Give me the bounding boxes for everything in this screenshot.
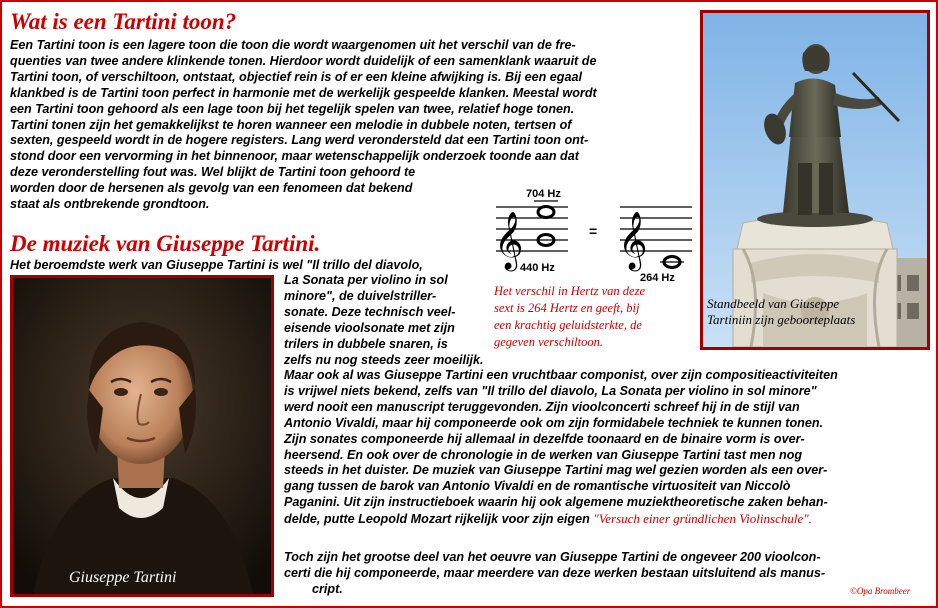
statue-caption-line: Tartiniin zijn geboorteplaats — [707, 312, 856, 327]
statue-caption-line: Standbeeld van Giuseppe — [707, 296, 840, 311]
paragraph-line: Maar ook al was Giuseppe Tartini een vruchtbaar componist, over zijn compositieactiviteiten — [284, 368, 838, 382]
paragraph-line: minore", de duivelstriller- — [284, 288, 437, 303]
right-staff — [618, 207, 692, 272]
paragraph-line: werd nooit een manuscript teruggevonden. Zijn vioolconcerti schreef hij in de stijl van — [284, 399, 800, 414]
paragraph-line: quenties van twee andere klinkende tonen. Hierdoor wordt duidelijk of een samenklank waaruit de — [10, 53, 597, 68]
paragraph-line: cript. — [312, 581, 343, 596]
statue-photo-frame — [700, 10, 930, 350]
paragraph-line: Antonio Vivaldi, maar hij componeerde ook om zijn formidabele techniek te kunnen tonen. — [284, 415, 824, 430]
section-title-tartini-music: De muziek van Giuseppe Tartini. — [10, 231, 321, 256]
portrait-image — [13, 278, 271, 594]
interval-caption-line: Het verschil in Hertz van deze — [494, 284, 646, 298]
music-wrap-paragraph — [284, 273, 483, 368]
paragraph-line: sonate. Deze technisch veel- — [284, 304, 456, 319]
mozart-line-text: delde, putte Leopold Mozart rijkelijk voor zijn eigen — [284, 512, 594, 527]
paragraph-line: heersend. En ook over de chronologie in de werken van Giuseppe Tartini tast men nog — [284, 447, 803, 462]
paragraph-line: certi die hij componeerde, maar meerdere van deze werken bestaan uitsluitend als manus- — [284, 565, 826, 580]
paragraph-line: La Sonata per violino in sol — [284, 273, 448, 287]
interval-caption — [494, 283, 645, 351]
paragraph-line: gang tussen de barok van Antonio Vivaldi en de romantische virtuositeit van Niccolò — [284, 479, 791, 494]
paragraph-line: steeds in het duister. De muziek van Giuseppe Tartini mag wel gezien worden als een over- — [284, 463, 828, 478]
interval-notation-diagram — [490, 185, 702, 285]
paragraph-line: eisende vioolsonate met zijn — [284, 320, 455, 335]
paragraph-line: deze veronderstelling fout was. Wel blijkt de Tartini toon gehoord te — [10, 165, 416, 180]
statue-caption — [707, 296, 855, 328]
music-final-paragraph — [284, 550, 825, 598]
equals-sign: = — [589, 223, 598, 239]
top-frequency-label: 704 Hz — [526, 188, 561, 200]
result-frequency-label: 264 Hz — [640, 272, 675, 284]
paragraph-line: sexten, gespeeld wordt in de hogere registers. Lang werd verondersteld dat een Tartini toon ont- — [10, 133, 589, 148]
paragraph-line: klankbed is de Tartini toon perfect in harmonie met de werkelijk gespeelde klanken. Meestal wordt — [10, 85, 597, 100]
paragraph-line: een Tartini toon gehoord als een lage toon bij het tegelijk spelen van twee, relatief hoge tonen. — [10, 101, 575, 116]
paragraph-line: Paganini. Uit zijn instructieboek waarin hij ook algemene muziektheoretische zaken behan- — [284, 495, 828, 510]
paragraph-line: zelfs nu nog steeds zeer moeilijk. — [284, 352, 484, 367]
paragraph-line: Een Tartini toon is een lagere toon die toon die wordt waargenomen uit het verschil van de fre- — [10, 38, 576, 52]
paragraph-line: Zijn sonates componeerde hij allemaal in dezelfde toonaard en de binaire vorm is over- — [284, 431, 805, 446]
paragraph-line: staat als ontbrekende grondtoon. — [10, 197, 210, 212]
interval-caption-line: sext is 264 Hertz en geeft, bij — [494, 301, 640, 315]
interval-caption-line: gegeven verschiltoon. — [494, 335, 603, 349]
paragraph-line: Het beroemdste werk van Giuseppe Tartini is wel "Il trillo del diavolo, — [10, 258, 423, 272]
treble-clef-icon: 𝄞 — [618, 211, 648, 269]
paragraph-line: stond door een vervorming in het binnenoor, maar wetenschappelijk onderzoek toonde aan dat — [10, 149, 579, 164]
whole-note-icon — [538, 207, 554, 218]
music-main-paragraph — [284, 368, 838, 528]
author-credit: ©Opa Brombeer — [850, 586, 911, 596]
paragraph-line: is vrijwel niets bekend, zelfs van "Il trillo del diavolo, La Sonata per violino in sol minore" — [284, 383, 817, 398]
violinschule-title: "Versuch einer gründlichen Violinschule". — [593, 511, 812, 527]
paragraph-line — [284, 511, 838, 528]
paragraph-line: Tartini toon, of verschiltoon, ontstaat, objectief rein is of er een kleine afwijking is. Bij een egaal — [10, 69, 582, 84]
paragraph-line: trilers in dubbele snaren, is — [284, 336, 448, 351]
bottom-frequency-label: 440 Hz — [520, 262, 555, 274]
interval-caption-line: een krachtig geluidsterkte, de — [494, 318, 642, 332]
paragraph-line: Tartini tonen zijn het gemakkelijkst te horen wanneer een melodie in dubbele noten, tertsen of — [10, 117, 572, 132]
paragraph-line: Toch zijn het grootse deel van het oeuvre van Giuseppe Tartini de ongeveer 200 vioolcon- — [284, 550, 821, 564]
paragraph-line: worden door de hersenen als gevolg van een fenomeen dat bekend — [10, 181, 413, 196]
portrait-caption: Giuseppe Tartini — [69, 569, 177, 586]
portrait-frame — [10, 275, 274, 597]
treble-clef-icon: 𝄞 — [494, 211, 524, 269]
music-intro-line — [10, 258, 423, 274]
section-title-tartini-tone: Wat is een Tartini toon? — [10, 9, 237, 34]
